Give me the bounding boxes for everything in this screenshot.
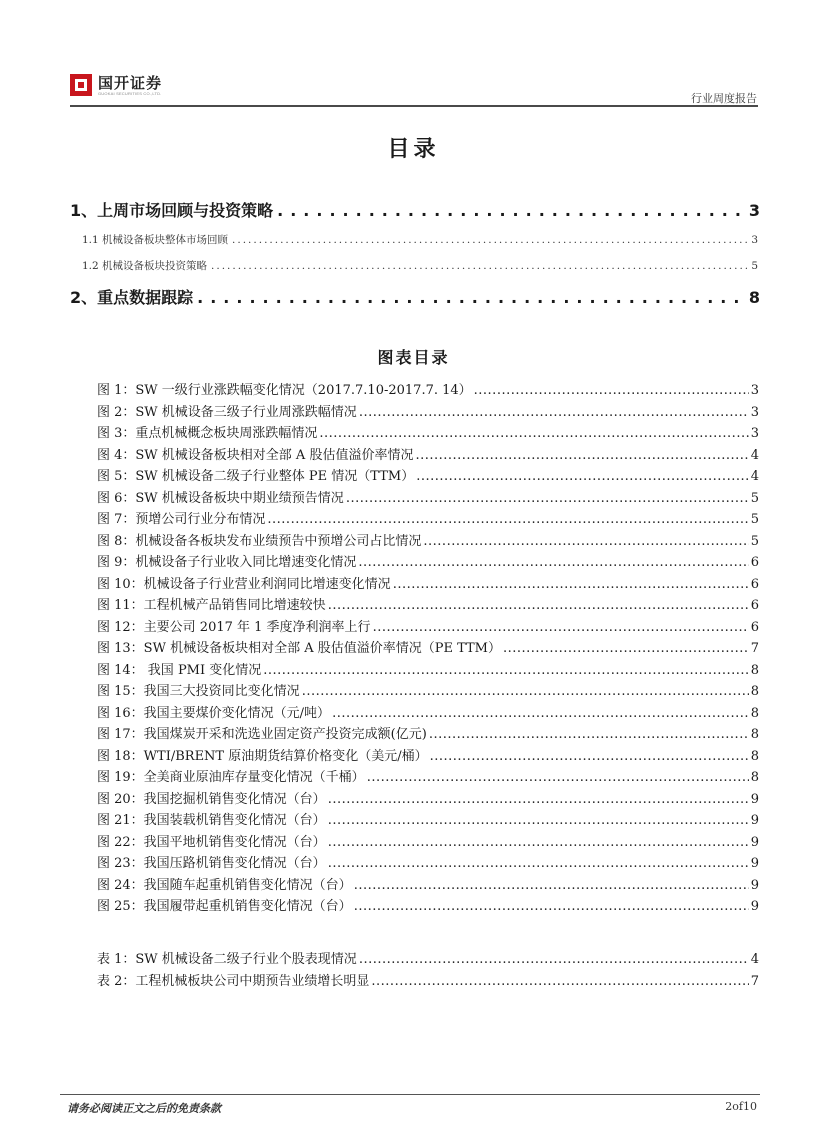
company-logo bbox=[70, 74, 162, 96]
list-leader bbox=[371, 974, 748, 989]
list-entry-page: 3 bbox=[750, 404, 759, 420]
list-entry-label: 图 12：主要公司 2017 年 1 季度净利润率上行 bbox=[97, 619, 371, 635]
list-entry-label: 图 24：我国随车起重机销售变化情况（台） bbox=[97, 877, 352, 893]
list-entry-page: 5 bbox=[750, 533, 759, 549]
list-entry-label: 图 10：机械设备子行业营业利润同比增速变化情况 bbox=[97, 576, 391, 592]
list-entry-label: 图 6：SW 机械设备板块中期业绩预告情况 bbox=[97, 490, 344, 506]
list-leader bbox=[354, 878, 749, 893]
toc-title: 目录 bbox=[387, 137, 440, 162]
list-leader bbox=[373, 620, 749, 635]
list-entry-label: 表 2：工程机械板块公司中期预告业绩增长明显 bbox=[97, 973, 370, 989]
list-entry-page: 8 bbox=[750, 705, 759, 721]
list-leader bbox=[263, 663, 748, 678]
list-leader bbox=[328, 792, 749, 807]
toc-entry-page: 3 bbox=[751, 234, 758, 246]
list-entry-label: 图 14： 我国 PMI 变化情况 bbox=[97, 662, 262, 678]
list-entry-page: 5 bbox=[750, 512, 759, 527]
list-leader bbox=[332, 706, 749, 721]
logo-name: 国开证券 bbox=[98, 73, 163, 92]
list-entry-page: 9 bbox=[750, 856, 759, 871]
list-entry-page: 8 bbox=[750, 727, 759, 742]
toc-entry-label: 1.1 机械设备板块整体市场回顾 bbox=[82, 234, 229, 246]
list-entry-label: 图 15：我国三大投资同比变化情况 bbox=[97, 684, 300, 699]
list-leader bbox=[319, 426, 748, 441]
figure-entry-25[interactable] bbox=[97, 895, 759, 914]
list-entry-page: 8 bbox=[750, 770, 759, 785]
list-entry-label: 图 5：SW 机械设备二级子行业整体 PE 情况（TTM） bbox=[97, 469, 415, 484]
list-entry-page: 9 bbox=[750, 834, 759, 850]
figure-entry-9[interactable] bbox=[97, 551, 759, 570]
list-entry-page: 3 bbox=[750, 383, 759, 398]
header-divider bbox=[70, 105, 758, 107]
figure-entry-15[interactable] bbox=[97, 680, 759, 699]
toc-entry-page: 3 bbox=[748, 201, 760, 220]
list-leader bbox=[430, 749, 749, 764]
list-entry-label: 图 7：预增公司行业分布情况 bbox=[97, 512, 266, 527]
list-leader bbox=[328, 813, 749, 828]
figure-entry-24[interactable] bbox=[97, 874, 759, 893]
list-entry-page: 7 bbox=[750, 641, 759, 656]
figure-entry-1[interactable] bbox=[97, 379, 759, 398]
list-entry-page: 4 bbox=[750, 469, 759, 484]
figure-entry-17[interactable] bbox=[97, 723, 759, 742]
list-leader bbox=[267, 512, 748, 527]
figure-entry-21[interactable] bbox=[97, 809, 759, 828]
figure-entry-22[interactable] bbox=[97, 831, 759, 850]
toc-entry-page: 8 bbox=[748, 288, 760, 307]
list-leader bbox=[354, 899, 749, 914]
list-leader bbox=[415, 448, 748, 463]
figure-entry-20[interactable] bbox=[97, 788, 759, 807]
list-entry-page: 5 bbox=[750, 490, 759, 506]
toc-entry-label: 1、上周市场回顾与投资策略 bbox=[70, 201, 274, 220]
disclaimer-note: 请务必阅读正文之后的免责条款 bbox=[67, 1102, 221, 1115]
list-leader bbox=[328, 835, 749, 850]
list-entry-label: 图 11：工程机械产品销售同比增速较快 bbox=[97, 598, 326, 613]
list-entry-page: 9 bbox=[750, 813, 759, 828]
toc-entry-label: 1.2 机械设备板块投资策略 bbox=[82, 260, 208, 272]
figure-entry-6[interactable] bbox=[97, 487, 759, 506]
list-entry-page: 9 bbox=[750, 899, 759, 914]
list-entry-label: 图 19：全美商业原油库存量变化情况（千桶） bbox=[97, 770, 365, 785]
list-leader bbox=[367, 770, 749, 785]
figure-entry-16[interactable] bbox=[97, 702, 759, 721]
list-entry-page: 3 bbox=[750, 426, 759, 441]
list-entry-label: 图 17：我国煤炭开采和洗选业固定资产投资完成额(亿元) bbox=[97, 727, 427, 742]
list-entry-label: 图 25：我国履带起重机销售变化情况（台） bbox=[97, 899, 352, 914]
list-entry-page: 8 bbox=[750, 748, 759, 764]
figure-list-title: 图表目录 bbox=[377, 348, 450, 367]
figure-entry-14[interactable] bbox=[97, 659, 759, 678]
list-leader bbox=[416, 469, 749, 484]
figure-entry-13[interactable] bbox=[97, 637, 759, 656]
figure-entry-5[interactable] bbox=[97, 465, 759, 484]
list-leader bbox=[346, 491, 749, 506]
list-leader bbox=[474, 383, 749, 398]
list-entry-page: 6 bbox=[750, 619, 759, 635]
figure-entry-11[interactable] bbox=[97, 594, 759, 613]
footer-divider bbox=[60, 1094, 760, 1095]
report-type: 行业周度报告 bbox=[691, 92, 757, 105]
list-entry-page: 8 bbox=[750, 662, 759, 678]
list-entry-label: 图 8：机械设备各板块发布业绩预告中预增公司占比情况 bbox=[97, 533, 422, 549]
logo-english-name: GUOKAI SECURITIES CO.,LTD. bbox=[98, 90, 162, 96]
figure-entry-7[interactable] bbox=[97, 508, 759, 527]
list-entry-label: 图 2：SW 机械设备三级子行业周涨跌幅情况 bbox=[97, 404, 357, 420]
list-entry-page: 4 bbox=[750, 952, 759, 967]
figure-entry-18[interactable] bbox=[97, 745, 759, 764]
toc-entry-section-2[interactable] bbox=[70, 285, 760, 308]
list-entry-label: 图 16：我国主要煤价变化情况（元/吨） bbox=[97, 705, 331, 721]
list-entry-page: 6 bbox=[750, 598, 759, 613]
list-leader bbox=[359, 405, 749, 420]
list-entry-label: 表 1：SW 机械设备二级子行业个股表现情况 bbox=[97, 952, 357, 967]
figure-entry-8[interactable] bbox=[97, 530, 759, 549]
list-entry-label: 图 1：SW 一级行业涨跌幅变化情况（2017.7.10-2017.7. 14） bbox=[97, 383, 472, 398]
page-number: 2of10 bbox=[725, 1100, 757, 1113]
toc-leader bbox=[197, 288, 745, 307]
list-entry-page: 6 bbox=[750, 576, 759, 592]
list-entry-label: 图 4：SW 机械设备板块相对全部 A 股估值溢价率情况 bbox=[97, 447, 414, 463]
toc-leader bbox=[232, 234, 747, 246]
list-entry-page: 8 bbox=[750, 684, 759, 699]
toc-entry-page: 5 bbox=[751, 260, 758, 272]
toc-entry-section-1[interactable] bbox=[70, 198, 760, 221]
table-entry-1[interactable] bbox=[97, 948, 759, 967]
list-entry-label: 图 22：我国平地机销售变化情况（台） bbox=[97, 834, 326, 850]
figure-entry-10[interactable] bbox=[97, 573, 759, 592]
list-entry-page: 7 bbox=[750, 973, 759, 989]
toc-entry-section-1-2[interactable] bbox=[82, 258, 758, 273]
list-entry-page: 4 bbox=[750, 447, 759, 463]
list-entry-page: 9 bbox=[750, 791, 759, 807]
list-leader bbox=[393, 577, 749, 592]
list-entry-label: 图 9：机械设备子行业收入同比增速变化情况 bbox=[97, 555, 357, 570]
list-leader bbox=[302, 684, 749, 699]
toc-entry-section-1-1[interactable] bbox=[82, 232, 758, 247]
figure-entry-12[interactable] bbox=[97, 616, 759, 635]
list-entry-label: 图 23：我国压路机销售变化情况（台） bbox=[97, 856, 326, 871]
figure-entry-4[interactable] bbox=[97, 444, 759, 463]
list-leader bbox=[328, 856, 749, 871]
figure-entry-2[interactable] bbox=[97, 401, 759, 420]
list-entry-page: 9 bbox=[750, 877, 759, 893]
list-entry-label: 图 18：WTI/BRENT 原油期货结算价格变化（美元/桶） bbox=[97, 748, 428, 764]
list-leader bbox=[328, 598, 749, 613]
toc-entry-label: 2、重点数据跟踪 bbox=[70, 288, 194, 307]
list-entry-label: 图 3：重点机械概念板块周涨跌幅情况 bbox=[97, 426, 318, 441]
list-leader bbox=[359, 952, 749, 967]
figure-entry-23[interactable] bbox=[97, 852, 759, 871]
list-entry-label: 图 13：SW 机械设备板块相对全部 A 股估值溢价率情况（PE TTM） bbox=[97, 641, 501, 656]
list-leader bbox=[503, 641, 749, 656]
list-entry-label: 图 20：我国挖掘机销售变化情况（台） bbox=[97, 791, 326, 807]
figure-entry-3[interactable] bbox=[97, 422, 759, 441]
list-entry-label: 图 21：我国装载机销售变化情况（台） bbox=[97, 813, 326, 828]
list-entry-page: 6 bbox=[750, 555, 759, 570]
list-leader bbox=[429, 727, 749, 742]
toc-leader bbox=[211, 260, 747, 272]
toc-leader bbox=[277, 201, 745, 220]
logo-mark-icon bbox=[70, 74, 92, 96]
list-leader bbox=[358, 555, 748, 570]
table-entry-2[interactable] bbox=[97, 970, 759, 989]
list-leader bbox=[423, 534, 748, 549]
figure-entry-19[interactable] bbox=[97, 766, 759, 785]
